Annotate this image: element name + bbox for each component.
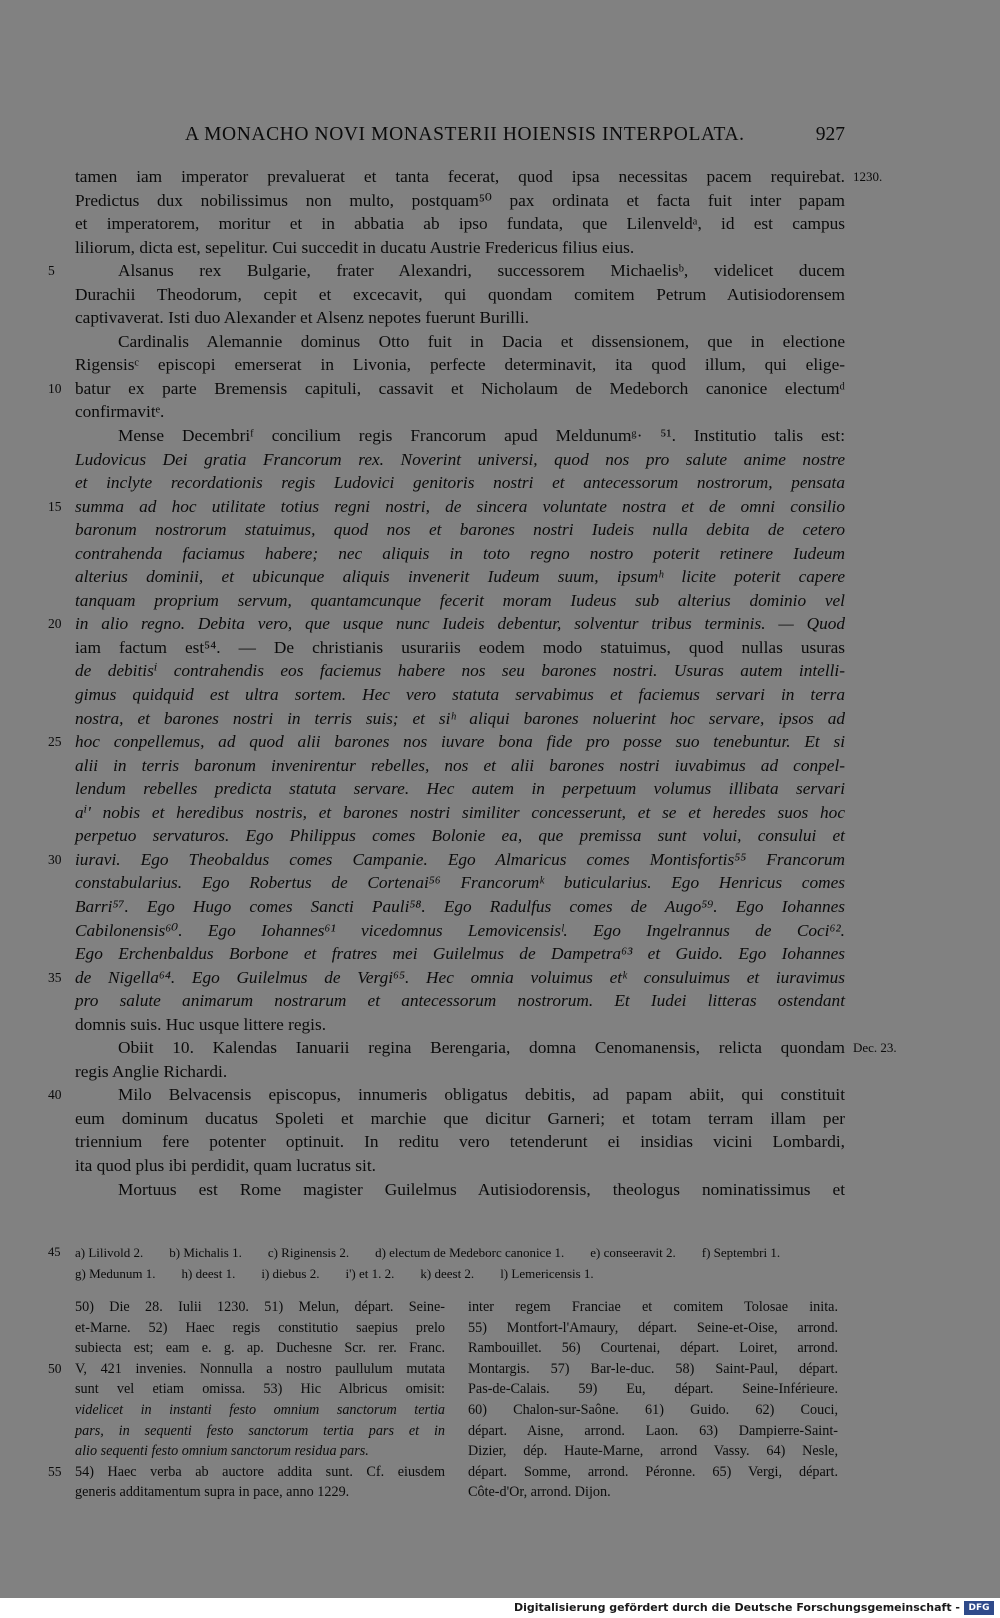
footnote-line — [468, 1462, 838, 1483]
text-line-content: summa ad hoc utilitate totius regni nostri, de sincera voluntate nostra et de omni consilio — [75, 496, 845, 516]
footnote-text: sunt vel etiam omissa. 53) Hic Albricus omisit: — [75, 1381, 445, 1398]
apparatus-item: i') et 1. 2. — [345, 1266, 395, 1281]
margin-date: 1230. — [853, 169, 883, 184]
text-line — [75, 1036, 897, 1060]
text-line-content: Mortuus est Rome magister Guilelmus Autisiodorensis, theologus nominatissimus et — [118, 1179, 845, 1199]
line-number: 40 — [48, 1087, 62, 1103]
apparatus-line — [48, 1242, 845, 1263]
text-line-content: domnis suis. Huc usque littere regis. — [75, 1014, 327, 1034]
apparatus-item: h) deest 1. — [181, 1266, 236, 1281]
text-line — [75, 1107, 845, 1131]
text-line-content: aⁱ' nobis et heredibus nostris, et barones nostri similiter concesserunt, et se et heredes suos hoc — [75, 802, 845, 822]
footnote-line — [468, 1359, 838, 1380]
text-line — [75, 754, 845, 778]
text-line-content: Ego Erchenbaldus Borbone et fratres mei Guilelmus de Dampetra⁶³ et Guido. Ego Iohannes — [75, 944, 845, 964]
text-line-content: captivaverat. Isti duo Alexander et Alsenz nepotes fuerunt Burilli. — [75, 308, 529, 328]
text-line-content: Predictus dux nobilissimus non multo, postquam⁵⁰ pax ordinata et facta fuit inter papam — [75, 190, 845, 210]
footnote-text: Côte-d'Or, arrond. Dijon. — [468, 1484, 611, 1501]
text-line-content: pro salute animarum nostrarum et antecessorum nostrorum. Et Iudei litteras ostendant — [75, 991, 845, 1011]
footnote-text: départ. Aisne, arrond. Laon. 63) Dampierre-Saint- — [468, 1422, 838, 1439]
line-number: 35 — [48, 969, 62, 985]
critical-apparatus — [48, 1242, 845, 1284]
text-line — [75, 895, 845, 919]
text-line — [75, 306, 845, 330]
footnote-text: alio sequenti festo omnium sanctorum residua pars. — [75, 1443, 369, 1460]
line-number: 5 — [48, 263, 55, 279]
text-line — [48, 1083, 845, 1107]
text-line — [75, 871, 845, 895]
footnote-text: pars, in sequenti festo sanctorum tertia pars et in — [75, 1422, 445, 1439]
footnote-text: 60) Chalon-sur-Saône. 61) Guido. 62) Couci, — [468, 1401, 838, 1418]
footnote-text: 50) Die 28. Iulii 1230. 51) Melun, départ. Seine- — [75, 1299, 445, 1315]
apparatus-item: c) Riginensis 2. — [267, 1245, 350, 1260]
apparatus-item: b) Michalis 1. — [169, 1245, 242, 1260]
text-line-content: Cardinalis Alemannie dominus Otto fuit in Dacia et dissensionem, que in electione — [118, 331, 845, 351]
footnotes-right-column — [468, 1297, 838, 1503]
text-line — [75, 189, 845, 213]
text-line-content: Alsanus rex Bulgarie, frater Alexandri, successorem Michaelisᵇ, videlicet ducem — [118, 261, 845, 281]
digitization-footer — [0, 1598, 1000, 1618]
text-line — [75, 636, 845, 660]
text-line — [75, 212, 845, 236]
text-line-content: constabularius. Ego Robertus de Cortenai⁵⁶ Francorumᵏ buticularius. Ego Henricus comes — [75, 873, 845, 893]
text-line — [75, 1154, 845, 1178]
text-line — [75, 1060, 845, 1084]
running-header — [75, 124, 845, 150]
text-line-content: Cabilonensis⁶⁰. Ego Iohannes⁶¹ vicedomnus Lemovicensisˡ. Ego Ingelrannus de Coci⁶². — [75, 920, 845, 940]
text-line-content: liliorum, dicta est, sepelitur. Cui succedit in ducatu Austrie Fredericus filius eius. — [75, 237, 635, 257]
text-line-content: nostra, et barones nostri in terris suis; et siʰ aliqui barones noluerint hoc servare, ipsos ad — [75, 708, 845, 728]
footnote-line — [468, 1379, 838, 1400]
text-line-content: perpetuo servaturos. Ego Philippus comes Bolonie ea, que premissa sunt volui, consului et — [75, 826, 845, 846]
text-line — [75, 471, 845, 495]
text-line — [75, 942, 845, 966]
line-number: 55 — [48, 1463, 62, 1479]
apparatus-item: l) Lemericensis 1. — [500, 1266, 594, 1281]
text-line-content: et inclyte recordationis regis Ludovici genitoris nostri et antecessorum nostrorum, pensata — [75, 473, 845, 493]
text-line-content: iam factum est⁵⁴. — De christianis usurariis eodem modo statuimus, quod nullas usuras — [75, 637, 845, 657]
footnote-line — [468, 1441, 838, 1462]
text-line — [75, 565, 845, 589]
text-line — [75, 801, 845, 825]
footnote-line — [75, 1400, 445, 1421]
footnote-line — [75, 1482, 445, 1503]
text-line-content: Rigensisᶜ episcopi emerserat in Livonia, perfecte determinavit, ita quod illum, qui elige- — [75, 355, 845, 375]
text-line-content: ita quod plus ibi perdidit, quam lucratus sit. — [75, 1155, 376, 1175]
apparatus-item: f) Septembri 1. — [701, 1245, 781, 1260]
text-line-content: gimus quidquid est ultra sortem. Hec vero statuta servabimus et faciemus servari in terra — [75, 685, 845, 705]
dfg-logo: DFG — [964, 1601, 994, 1615]
text-line — [75, 1130, 845, 1154]
footnote-text: Montargis. 57) Bar-le-duc. 58) Saint-Paul, départ. — [468, 1360, 838, 1377]
footnote-line — [75, 1318, 445, 1339]
footnote-line — [468, 1482, 838, 1503]
text-line-content: eum dominum ducatus Spoleti et marchie que dicitur Garneri; et totam terram illam per — [75, 1108, 845, 1128]
line-number: 30 — [48, 851, 62, 867]
text-line-content: Mense Decembriᶠ concilium regis Francorum apud Meldunumᵍ· ⁵¹. Institutio talis est: — [118, 426, 845, 446]
apparatus-line — [75, 1263, 845, 1284]
text-line — [75, 707, 845, 731]
footnote-text: subiecta est; eam e. g. ap. Duchesne Scr. rer. Franc. — [75, 1340, 445, 1357]
footnote-line — [468, 1400, 838, 1421]
text-line-content: et imperatorem, moritur et in abbatia ab ipso fundata, que Lilenveldᵃ, id est campus — [75, 214, 845, 234]
text-line-content: confirmavitᵉ. — [75, 402, 165, 422]
text-line — [48, 495, 845, 519]
text-line-content: tanquam proprium servum, quantamcunque fecerit moram Iudeus sub alterius dominio vel — [75, 590, 845, 610]
text-line — [75, 659, 845, 683]
text-line — [75, 236, 845, 260]
text-line-content: alii in terris baronum invenirentur rebelles, nos et alii barones nostri iuvabimus ad conpel- — [75, 755, 845, 775]
text-line — [75, 777, 845, 801]
text-line-content: iuravi. Ego Theobaldus comes Campanie. Ego Almaricus comes Montisfortis⁵⁵ Francorum — [75, 849, 845, 869]
text-line — [75, 919, 845, 943]
footnote-text: inter regem Franciae et comitem Tolosae inita. — [468, 1299, 838, 1315]
footnote-text: Dizier, dép. Haute-Marne, arrond Vassy. 64) Nesle, — [468, 1443, 838, 1460]
apparatus-item: k) deest 2. — [420, 1266, 475, 1281]
text-line — [48, 259, 845, 283]
footnote-text: videlicet in instanti festo omnium sanctorum tertia — [75, 1401, 445, 1418]
apparatus-item: e) conseeravit 2. — [590, 1245, 676, 1260]
text-line-content: Ludovicus Dei gratia Francorum rex. Noverint universi, quod nos pro salute anime nostre — [75, 449, 845, 469]
text-line-content: de debitisⁱ contrahendis eos faciemus habere nos seu barones nostri. Usuras autem intelli- — [75, 661, 845, 681]
text-line — [75, 448, 845, 472]
line-number: 10 — [48, 380, 62, 396]
footnote-text: Pas-de-Calais. 59) Eu, départ. Seine-Inférieure. — [468, 1381, 838, 1398]
text-line — [75, 518, 845, 542]
text-line — [48, 612, 845, 636]
footnote-line — [75, 1421, 445, 1442]
text-line-content: batur ex parte Bremensis capituli, cassavit et Nicholaum de Medeborch canonice electumᵈ — [75, 378, 845, 398]
text-line-content: Obiit 10. Kalendas Ianuarii regina Berengaria, domna Cenomanensis, relicta quondam — [118, 1038, 845, 1058]
text-line-content: in alio regno. Debita vero, que usque nunc Iudeis debentur, solventur tribus terminis. — Quod — [75, 614, 845, 634]
text-line — [75, 989, 845, 1013]
running-title: A MONACHO NOVI MONASTERII HOIENSIS INTERPOLATA. — [185, 124, 745, 145]
text-line — [75, 353, 845, 377]
footnote-line — [468, 1338, 838, 1359]
text-line — [75, 330, 845, 354]
text-line — [75, 283, 845, 307]
footnote-line — [75, 1379, 445, 1400]
text-line-content: contrahenda faciamus habere; nec aliquis in toto regno nostro poterit retinere Iudeum — [75, 543, 845, 563]
text-line-content: triennium fere potenter optinuit. In reditu vero tetenderunt ei insidias vicini Lombardi, — [75, 1132, 845, 1152]
page-number: 927 — [815, 124, 845, 145]
text-line-content: de Nigella⁶⁴. Ego Guilelmus de Vergi⁶⁵. Hec omnia voluimus etᵏ consuluimus et iuravimus — [75, 967, 845, 987]
text-line-content: Milo Belvacensis episcopus, innumeris obligatus debitis, ad papam abiit, qui constituit — [118, 1085, 845, 1105]
text-line — [75, 424, 845, 448]
footnote-line — [75, 1441, 445, 1462]
footnote-line — [468, 1297, 838, 1318]
footnote-text: 55) Montfort-l'Amaury, départ. Seine-et-Oise, arrond. — [468, 1319, 838, 1336]
footnote-text: et-Marne. 52) Haec regis constitutio saepius prelo — [75, 1319, 445, 1336]
text-line — [48, 377, 845, 401]
footnote-text: generis additamentum supra in pace, anno 1229. — [75, 1484, 350, 1501]
footnote-line — [48, 1359, 445, 1380]
footnote-line — [75, 1338, 445, 1359]
text-line-content: alterius dominii, et ubicunque aliquis invenerit Iudeum suum, ipsumʰ licite poterit capere — [75, 567, 845, 587]
apparatus-item: d) electum de Medeborc canonice 1. — [375, 1245, 565, 1260]
footnotes-left-column — [48, 1297, 445, 1503]
main-text — [48, 165, 897, 1201]
footnote-line — [48, 1462, 445, 1483]
line-number: 15 — [48, 498, 62, 514]
text-line — [48, 730, 845, 754]
footnote-text: départ. Somme, arrond. Péronne. 65) Vergi, départ. — [468, 1463, 838, 1480]
text-line-content: baronum nostrorum statuimus, quod nos et barones nostri Iudeis nulla debita de cetero — [75, 520, 845, 540]
text-line — [75, 542, 845, 566]
line-number: 50 — [48, 1360, 62, 1376]
text-line-content: Durachii Theodorum, cepit et excecavit, qui quondam comitem Petrum Autisiodorensem — [75, 284, 845, 304]
line-number: 45 — [48, 1245, 61, 1259]
text-line — [75, 683, 845, 707]
footnote-line — [468, 1318, 838, 1339]
text-line — [75, 589, 845, 613]
text-line — [75, 1178, 845, 1202]
text-line-content: hoc conpellemus, ad quod alii barones nos iuvare bona fide pro posse suo tenebuntur. Et si — [75, 732, 845, 752]
text-line — [48, 848, 845, 872]
text-line — [75, 165, 883, 189]
apparatus-item: a) Lilivold 2. — [75, 1245, 144, 1260]
text-line-content: tamen iam imperator prevaluerat et tanta fecerat, quod ipsa necessitas pacem requirebat. — [75, 167, 845, 186]
apparatus-item: g) Medunum 1. — [75, 1266, 156, 1281]
funding-notice: Digitalisierung gefördert durch die Deutsche Forschungsgemeinschaft - — [513, 1601, 960, 1614]
footnote-text: 54) Haec verba ab auctore addita sunt. Cf. eiusdem — [75, 1463, 445, 1480]
line-number: 20 — [48, 616, 62, 632]
footnote-text: Rambouillet. 56) Courtenai, départ. Loiret, arrond. — [468, 1340, 838, 1357]
line-number: 25 — [48, 734, 62, 750]
text-line — [75, 824, 845, 848]
footnote-line — [75, 1297, 445, 1318]
text-line — [48, 966, 845, 990]
text-line-content: regis Anglie Richardi. — [75, 1061, 228, 1081]
footnote-text: V, 421 invenies. Nonnulla a nostro paullulum mutata — [75, 1360, 445, 1377]
apparatus-item: i) diebus 2. — [261, 1266, 320, 1281]
margin-date: Dec. 23. — [853, 1040, 897, 1056]
text-line — [75, 400, 845, 424]
text-line — [75, 1013, 845, 1037]
text-line-content: lendum rebelles predicta statuta servare. Hec autem in perpetuum volumus illibata servari — [75, 779, 845, 799]
text-line-content: Barri⁵⁷. Ego Hugo comes Sancti Pauli⁵⁸. Ego Radulfus comes de Augo⁵⁹. Ego Iohannes — [75, 896, 845, 916]
footnote-line — [468, 1421, 838, 1442]
